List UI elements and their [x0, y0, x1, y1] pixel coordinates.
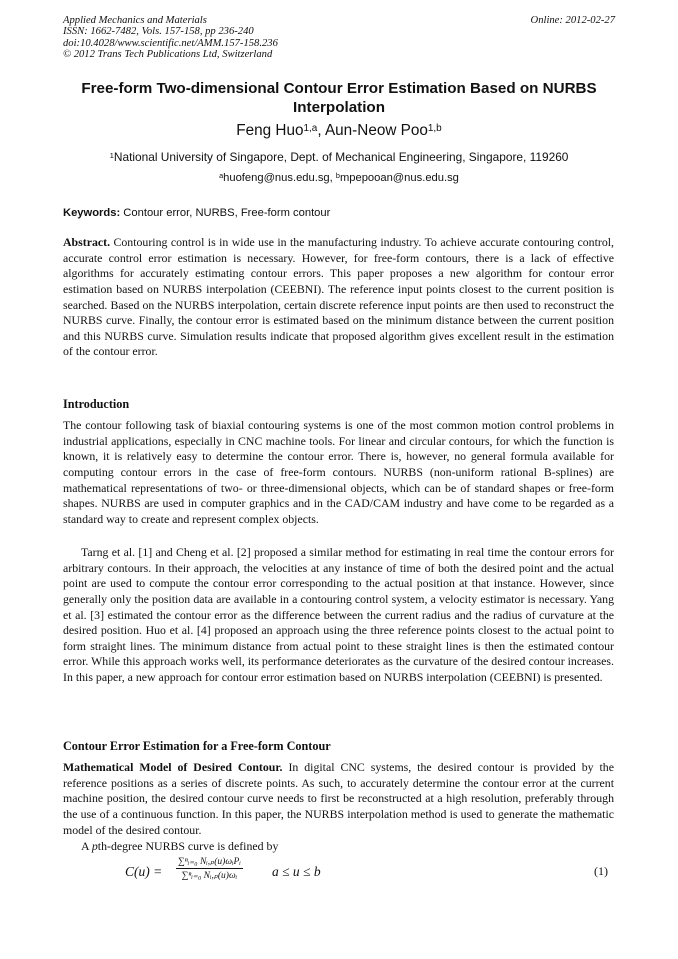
affiliation-text: National University of Singapore, Dept. of Mechanical Engineering, Singapore, 119260 — [113, 150, 569, 164]
author-separator: , — [317, 122, 325, 139]
email-b[interactable]: mpepooan@nus.edu.sg — [339, 172, 459, 184]
online-date: Online: 2012-02-27 — [530, 15, 615, 26]
email-a-marker: a — [219, 170, 224, 180]
model-paragraph — [63, 760, 614, 838]
equation-numerator: ∑ⁿᵢ₌₀ Nᵢ,ₚ(u)ωᵢPᵢ — [178, 857, 241, 867]
affiliation — [0, 150, 678, 164]
keywords-text: Contour error, NURBS, Free-form contour — [120, 207, 331, 219]
introduction-heading: Introduction — [63, 397, 130, 411]
title-line-1: Free-form Two-dimensional Contour Error Estimation Based on NURBS — [81, 80, 597, 97]
nurbs-intro-line — [63, 839, 614, 855]
paper-title — [50, 80, 628, 117]
nurbs-intro-b: th-degree NURBS curve is defined by — [97, 839, 279, 853]
equation-fraction — [176, 856, 243, 881]
doi-line: doi:10.4028/www.scientific.net/AMM.157-158.236 — [63, 37, 278, 49]
equation-denominator: ∑ⁿᵢ₌₀ Nᵢ,ₚ(u)ωᵢ — [181, 871, 238, 881]
equation-lhs: C(u) = — [125, 864, 163, 879]
nurbs-intro-a: A — [81, 839, 92, 853]
copyright-line: © 2012 Trans Tech Publications Ltd, Switzerland — [63, 48, 273, 60]
issn-line: ISSN: 1662-7482, Vols. 157-158, pp 236-240 — [63, 26, 254, 38]
equation-1 — [0, 856, 678, 892]
abstract-text: Contouring control is in wide use in the manufacturing industry. To achieve accurate contouring control, accurate control error estimation is necessary. However, for free-form contours, there is a lack of effective algorithms for accurately estimating contour errors. This paper proposes a new algorithm for contour error estimation based on NURBS interpolation (CEEBNI). The reference input points closest to the current position is searched. Based on the NURBS interpolation, certain discrete reference input points are then used to reconstruct the NURBS curve. Finally, the contour error is estimated based on the minimum distance between the current position and this NURBS curve. Simulation results indicate that proposed algorithm gives excellent result in the estimation of the contour error. — [63, 235, 614, 359]
email-a[interactable]: huofeng@nus.edu.sg — [223, 172, 330, 184]
model-text: In digital CNC systems, the desired contour is provided by the reference positions as a series of discrete points. As such, to accurately determine the contour error at the current machine position, the desired contour curve needs to first be reconstructed at a high resolution, preferably through the use of a continuous function. In this paper, the NURBS interpolation method is used to generate the mathematic model of the desired contour. — [63, 760, 614, 837]
equation-range: a ≤ u ≤ b — [272, 864, 321, 879]
author-emails — [0, 171, 678, 185]
section-heading: Contour Error Estimation for a Free-form Contour — [63, 739, 331, 753]
model-subheading: Mathematical Model of Desired Contour. — [63, 760, 283, 774]
email-separator: , — [329, 172, 336, 184]
author-1: Feng Huo — [236, 122, 304, 139]
journal-name: Applied Mechanics and Materials — [63, 15, 207, 26]
author-2-affil: 1,b — [427, 122, 442, 134]
equation-number: (1) — [594, 864, 608, 878]
author-1-affil: 1,a — [303, 122, 318, 134]
intro-paragraph-1: The contour following task of biaxial contouring systems is one of the most common motion control problems in industrial applications, especially in CNC machine tools. For linear and circular contours, for which the function is known, it is relatively easy to determine the contour error. There is, however, no general formula available for computing contour errors in the case of free-form contours. NURBS (non-uniform rational B-splines) are mathematical representations of two- or three-dimensional objects, which can be of standard shapes or free-form shapes. NURBS are used in computer graphics and in the CAD/CAM industry and have come to be regarded as a standard way to create and represent complex objects. — [63, 418, 614, 526]
intro-paragraph-2: Tarng et al. [1] and Cheng et al. [2] proposed a similar method for estimating in real time the contour errors for arbitrary contours. In their approach, the velocities at any instance of time of both the desired point and the actual point are used to compute the contour error corresponding to the actual position at that instance. However, since generally only the position data are available in a contouring control system, a velocity estimator is necessary. Yang et al. [3] estimated the contour error as the difference between the current radius and the radius of curvature at the desired position. Huo et al. [4] proposed an approach using the three reference points closest to the actual point to form straight lines. The minimum distance from actual point to these straight lines is then the estimated contour error. While this approach works well, its performance deteriorates as the curvature of the desired contour increases. In this paper, a new approach for contour error estimation based on NURBS interpolation (CEEBNI) is presented. — [63, 545, 614, 684]
affiliation-marker: 1 — [109, 150, 114, 160]
abstract — [63, 235, 614, 360]
keywords — [63, 206, 330, 220]
author-list — [0, 122, 678, 140]
abstract-label: Abstract. — [63, 235, 111, 249]
keywords-label: Keywords: — [63, 207, 121, 219]
title-line-2: Interpolation — [293, 98, 385, 116]
journal-header — [63, 15, 278, 60]
degree-symbol: p — [91, 839, 98, 853]
email-b-marker: b — [335, 170, 340, 180]
author-2: Aun-Neow Poo — [324, 122, 428, 139]
